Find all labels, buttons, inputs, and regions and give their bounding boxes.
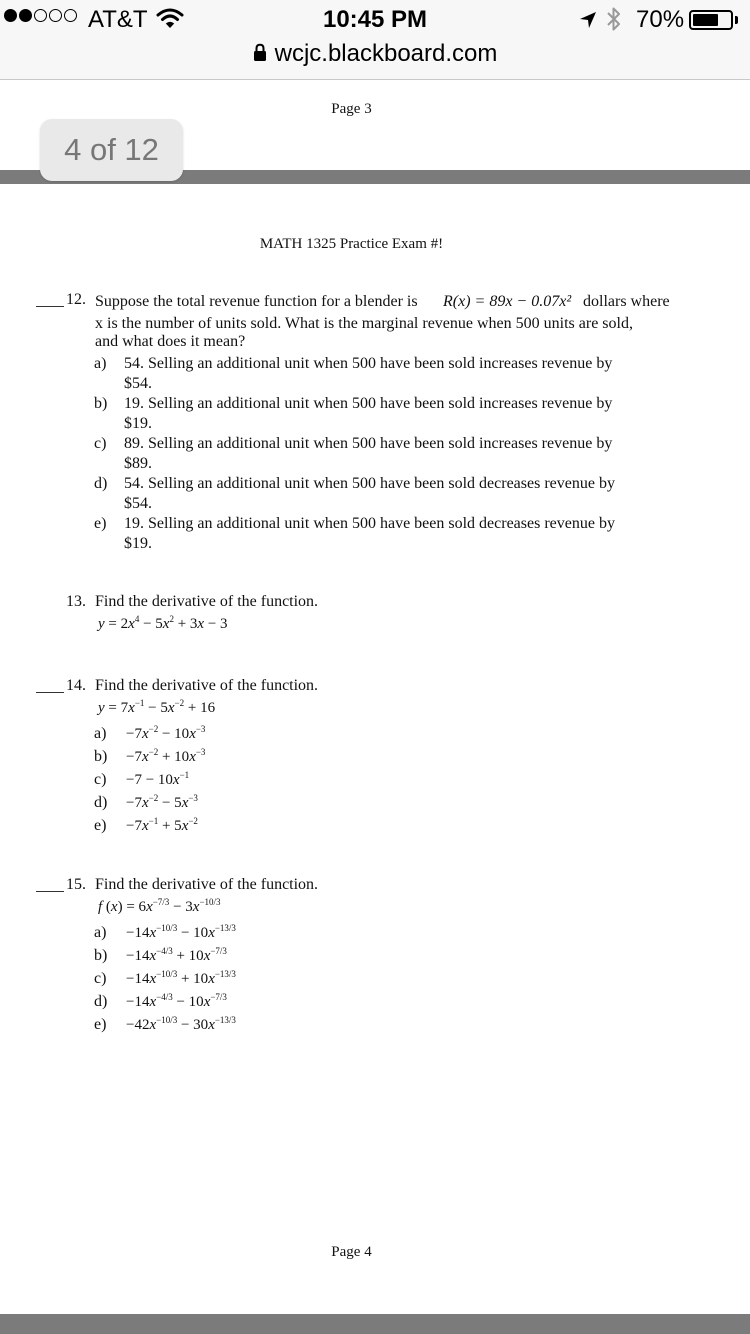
option-label: d) — [94, 794, 108, 811]
option-label: a) — [94, 355, 107, 372]
question-number: 13. — [66, 593, 86, 610]
question-text — [95, 290, 680, 352]
option-label: d) — [94, 475, 108, 492]
answer-blank — [36, 306, 64, 307]
q13-function: $y = 2x^4 - 5x^2 + 3x - 3$ — [98, 614, 228, 632]
option-expression: $-14x^{-10/3} + 10x^{-13/3}$ — [126, 969, 236, 987]
bluetooth-icon — [606, 6, 622, 39]
answer-blank — [36, 891, 64, 892]
page-indicator: 4 of 12 — [40, 119, 183, 181]
option-expression: $-7x^{-1} + 5x^{-2}$ — [126, 816, 198, 834]
question-text-part: dollars where — [583, 293, 670, 310]
clock: 10:45 PM — [322, 6, 428, 33]
option-label: c) — [94, 970, 107, 987]
option-text — [124, 394, 664, 434]
option-label: b) — [94, 395, 108, 412]
option-text-line: 89. Selling an additional unit when 500 have been sold increases revenue by — [124, 435, 613, 452]
question-number: 12. — [66, 291, 86, 308]
battery-icon — [689, 10, 733, 30]
address-bar[interactable] — [0, 40, 750, 80]
location-arrow-icon — [578, 9, 598, 37]
url-text[interactable]: wcjc.blackboard.com — [274, 40, 498, 67]
battery-percentage: 70% — [636, 6, 685, 33]
option-text-line: 54. Selling an additional unit when 500 have been sold decreases revenue by — [124, 475, 615, 492]
question-text: Find the derivative of the function. — [95, 876, 319, 893]
option-text-line: 19. Selling an additional unit when 500 have been sold increases revenue by — [124, 395, 613, 412]
page-separator — [0, 1314, 750, 1334]
question-number: 15. — [66, 876, 86, 893]
option-expression: $-14x^{-4/3} - 10x^{-7/3}$ — [126, 992, 227, 1010]
page-3-label: Page 3 — [331, 101, 372, 117]
question-number: 14. — [66, 677, 86, 694]
option-label: b) — [94, 748, 108, 765]
option-expression: $-14x^{-4/3} + 10x^{-7/3}$ — [126, 946, 227, 964]
option-expression: $-7 - 10x^{-1}$ — [126, 770, 190, 788]
q14-function: $y = 7x^{-1} - 5x^{-2} + 16$ — [98, 698, 216, 716]
battery-level-fill — [693, 14, 718, 26]
option-text-line: 19. Selling an additional unit when 500 have been sold decreases revenue by — [124, 515, 615, 532]
option-text-line: $54. — [124, 375, 152, 392]
option-text-line: $89. — [124, 455, 152, 472]
page-4-label: Page 4 — [331, 1244, 372, 1260]
answer-blank — [36, 692, 64, 693]
option-text — [124, 434, 664, 474]
option-text — [124, 514, 664, 554]
option-expression: $-7x^{-2} - 10x^{-3}$ — [126, 724, 206, 742]
option-expression: $-42x^{-10/3} - 30x^{-13/3}$ — [126, 1015, 236, 1033]
option-text-line: $19. — [124, 535, 152, 552]
revenue-formula: R(x) = 89x − 0.07x² — [443, 293, 572, 310]
option-label: c) — [94, 771, 107, 788]
question-text: Find the derivative of the function. — [95, 677, 319, 694]
option-label: b) — [94, 947, 108, 964]
question-text-part: Suppose the total revenue function for a blender is — [95, 293, 418, 310]
option-label: d) — [94, 993, 108, 1010]
option-label: e) — [94, 515, 107, 532]
q15-function: f $(x) = 6x^{-7/3} - 3x^{-10/3}$ — [98, 897, 221, 915]
option-label: a) — [94, 924, 107, 941]
battery-tip — [735, 16, 738, 24]
option-text — [124, 354, 664, 394]
option-label: a) — [94, 725, 107, 742]
option-text-line: 54. Selling an additional unit when 500 have been sold increases revenue by — [124, 355, 613, 372]
option-text — [124, 474, 664, 514]
question-text: Find the derivative of the function. — [95, 593, 319, 610]
lock-icon — [253, 41, 267, 69]
document-title: MATH 1325 Practice Exam #! — [259, 236, 444, 252]
question-line-1 — [95, 292, 680, 314]
status-bar — [0, 0, 750, 40]
option-label: e) — [94, 1016, 107, 1033]
option-label: c) — [94, 435, 107, 452]
carrier-name: AT&T — [88, 6, 148, 33]
option-label: e) — [94, 817, 107, 834]
question-line-3: and what does it mean? — [95, 333, 246, 350]
option-expression: $-7x^{-2} - 5x^{-3}$ — [126, 793, 198, 811]
option-expression: $-7x^{-2} + 10x^{-3}$ — [126, 747, 206, 765]
option-text-line: $54. — [124, 495, 152, 512]
option-expression: $-14x^{-10/3} - 10x^{-13/3}$ — [126, 923, 236, 941]
question-line-2: x is the number of units sold. What is the marginal revenue when 500 units are sold, — [95, 315, 633, 332]
option-text-line: $19. — [124, 415, 152, 432]
